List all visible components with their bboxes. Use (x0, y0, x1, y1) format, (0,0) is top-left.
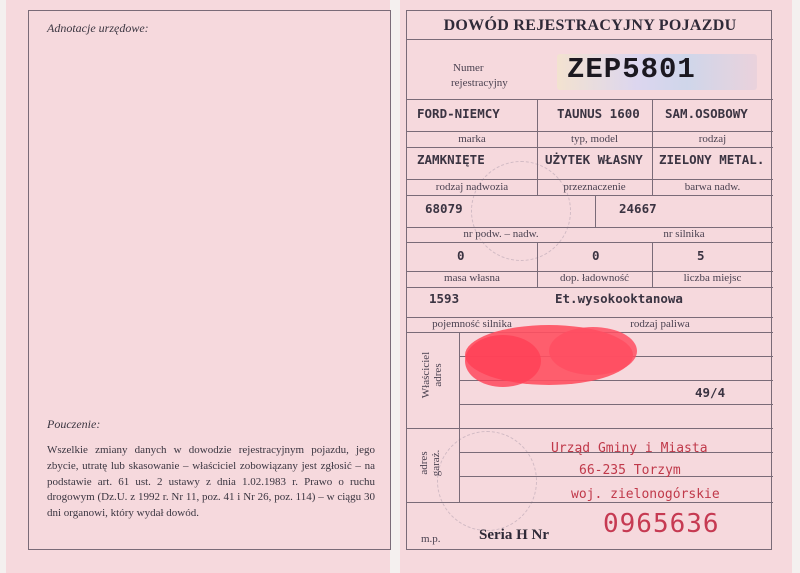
row-divider (407, 131, 773, 132)
body-type-value: ZAMKNIĘTE (417, 152, 485, 167)
purpose-label: przeznaczenie (563, 181, 626, 193)
color-label: barwa nadw. (684, 181, 741, 193)
registration-number-label (451, 61, 508, 91)
notice-title: Pouczenie: (47, 417, 101, 431)
payload-value: 0 (592, 248, 600, 263)
owner-label: Właściciel (420, 351, 432, 399)
engine-number-value: 24667 (619, 201, 657, 216)
col-divider (595, 195, 596, 227)
row-divider (407, 242, 773, 243)
make-value: FORD-NIEMCY (417, 106, 500, 121)
owner-line (459, 404, 773, 405)
series-label: Seria H Nr (479, 527, 549, 543)
col-divider (459, 428, 460, 502)
registration-plate-number: ZEP5801 (567, 53, 696, 86)
redaction-scribble (463, 321, 641, 391)
office-stamp-line2: 66-235 Torzym (579, 463, 681, 478)
kind-value: SAM.OSOBOWY (665, 106, 748, 121)
row-divider (407, 428, 773, 429)
office-stamp-line1: Urząd Gminy i Miasta (551, 441, 708, 456)
garage-label-line1: adres (418, 451, 430, 475)
owner-address-number: 49/4 (695, 385, 726, 400)
garage-label-line2: garaż. (430, 449, 442, 477)
engine-capacity-label: pojemność silnika (432, 318, 512, 330)
owner-vertical-label (420, 330, 444, 420)
garage-vertical-label (418, 428, 442, 498)
annotations-frame (28, 10, 391, 550)
faded-stamp-bottom (437, 431, 537, 531)
registration-number-label-line1: Numer (453, 62, 484, 74)
engine-number-label: nr silnika (663, 228, 705, 240)
document-title: DOWÓD REJESTRACYJNY POJAZDU (443, 17, 737, 34)
payload-label: dop. ładowność (559, 272, 630, 284)
engine-capacity-value: 1593 (429, 291, 460, 306)
row-divider (407, 99, 773, 100)
own-mass-label: masa własna (444, 272, 500, 284)
row-divider (407, 287, 773, 288)
title-divider (407, 39, 773, 40)
body-type-label: rodzaj nadwozia (435, 181, 509, 193)
row-divider (407, 179, 773, 180)
row-divider (407, 195, 773, 196)
notice-text: Wszelkie zmiany danych w dowodzie rejestracyjnym pojazdu, jego zbycie, utratę lub skasowanie – właściciel zobowiązany jest zgłosić – na podstawie art. 61 ust. 2 ustawy z dnia 1.02.1983 r. Prawo o ruchu drogowym (Dz.U. z 1992 r. Nr 11, poz. 41 i Nr 26, poz. 114) – w ciągu 30 dni organowi, który wydał dowód. (47, 444, 375, 520)
registration-number-label-line2: rejestracyjny (451, 77, 508, 89)
make-label: marka (458, 133, 486, 145)
color-value: ZIELONY METAL. (659, 152, 765, 167)
chassis-number-label: nr podw. – nadw. (463, 228, 539, 240)
chassis-number-value: 68079 (425, 201, 463, 216)
row-divider (407, 502, 773, 503)
seats-label: liczba miejsc (683, 272, 742, 284)
fuel-value: Et.wysokooktanowa (555, 291, 683, 306)
office-stamp-line3: woj. zielonogórskie (571, 487, 720, 502)
fuel-label: rodzaj paliwa (630, 318, 690, 330)
model-value: TAUNUS 1600 (557, 106, 640, 121)
kind-label: rodzaj (698, 133, 727, 145)
seats-value: 5 (697, 248, 705, 263)
mp-label: m.p. (421, 533, 441, 545)
own-mass-value: 0 (457, 248, 465, 263)
left-page (6, 0, 390, 573)
model-label: typ, model (570, 133, 619, 145)
right-page (400, 0, 792, 573)
serial-number: 0965636 (603, 509, 720, 539)
purpose-value: UŻYTEK WŁASNY (545, 152, 643, 167)
annotations-title: Adnotacje urzędowe: (47, 21, 149, 35)
row-divider (407, 147, 773, 148)
registration-form (406, 10, 772, 550)
faded-stamp (471, 161, 571, 261)
owner-address-label: adres (432, 363, 444, 387)
